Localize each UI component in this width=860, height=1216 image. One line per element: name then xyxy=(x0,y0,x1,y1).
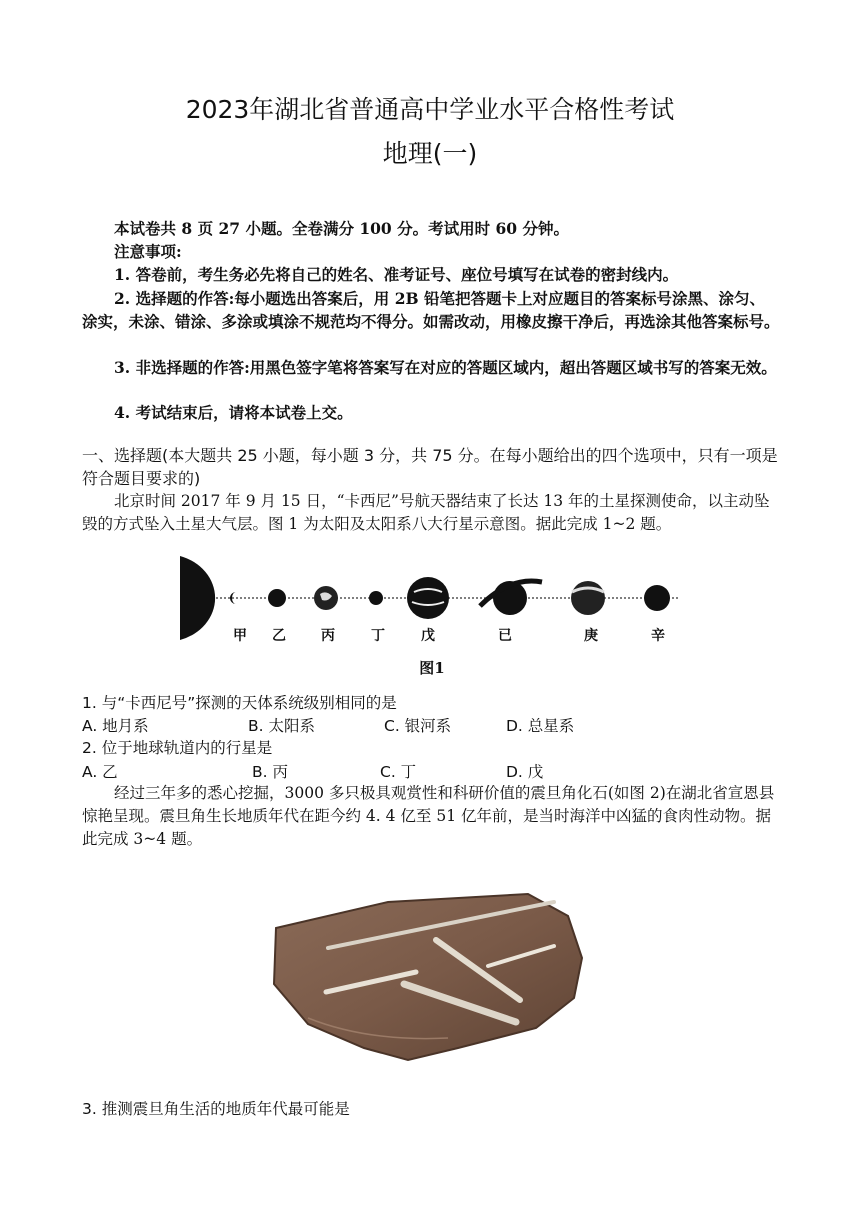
label-jia: 甲 xyxy=(233,628,247,644)
planet-geng xyxy=(571,581,605,615)
label-bing: 丙 xyxy=(321,628,335,644)
q2-stem: 2. 位于地球轨道内的行星是 xyxy=(82,739,273,757)
note-4: 4. 考试结束后，请将本试卷上交。 xyxy=(114,403,353,422)
planet-yi xyxy=(268,589,286,607)
exam-subtitle: 地理(一) xyxy=(382,139,478,168)
notes-heading: 注意事项: xyxy=(114,242,182,261)
planet-wu xyxy=(407,577,449,619)
q1-stem: 1. 与“卡西尼号”探测的天体系统级别相同的是 xyxy=(82,694,397,712)
note-2: 2. 选择题的作答:每小题选出答案后，用 2B 铅笔把答题卡上对应题目的答案标号涂黑、涂匀、涂实，未涂、错涂、多涂或填涂不规范均不得分。如需改动，用橡皮擦干净后，再选涂其他答案标号。 xyxy=(82,289,780,331)
q2-option-c[interactable]: C. 丁 xyxy=(380,763,417,781)
passage-2: 经过三年多的悉心挖掘，3000 多只极具观赏性和科研价值的震旦角化石(如图 2)在湖北省宣恩县惊艳呈现。震旦角生长地质年代在距今约 4. 4 亿至 51 亿年前，是当时海洋中凶猛的食肉性动物。据此完成 3~4 题。 xyxy=(82,784,775,848)
q2-option-b[interactable]: B. 丙 xyxy=(252,763,288,781)
label-yi: 乙 xyxy=(272,628,286,644)
label-yi2: 已 xyxy=(498,628,512,644)
figure1-caption: 图1 xyxy=(419,659,445,677)
label-wu: 戊 xyxy=(421,628,435,644)
label-xin: 辛 xyxy=(651,628,665,644)
solar-system-figure xyxy=(170,548,690,678)
sun-shape xyxy=(180,556,215,640)
q2-option-a[interactable]: A. 乙 xyxy=(82,763,118,781)
note-3: 3. 非选择题的作答:用黑色签字笔将答案写在对应的答题区域内，超出答题区域书写的答案无效。 xyxy=(114,358,777,377)
q1-options xyxy=(82,714,782,736)
intro-text: 本试卷共 8 页 27 小题。全卷满分 100 分。考试用时 60 分钟。 xyxy=(114,219,569,238)
q2-option-d[interactable]: D. 戊 xyxy=(506,763,544,781)
label-geng: 庚 xyxy=(584,628,598,644)
passage-1: 北京时间 2017 年 9 月 15 日，“卡西尼”号航天器结束了长达 13 年的土星探测使命，以主动坠毁的方式坠入土星大气层。图 1 为太阳及太阳系八大行星示意图。据此完成 1~2 题。 xyxy=(82,492,770,533)
q2-options xyxy=(82,760,782,782)
planet-ding xyxy=(369,591,383,605)
note-1: 1. 答卷前，考生务必先将自己的姓名、准考证号、座位号填写在试卷的密封线内。 xyxy=(114,265,679,284)
section-heading: 一、选择题(本大题共 25 小题，每小题 3 分，共 75 分。在每小题给出的四个选项中，只有一项是符合题目要求的) xyxy=(82,446,778,488)
fossil-stone xyxy=(274,894,582,1060)
q1-option-a[interactable]: A. 地月系 xyxy=(82,717,149,735)
label-ding: 丁 xyxy=(371,628,385,644)
planet-xin xyxy=(644,585,670,611)
exam-title: 2023年湖北省普通高中学业水平合格性考试 xyxy=(185,95,675,124)
q1-option-c[interactable]: C. 银河系 xyxy=(384,717,452,735)
q1-option-b[interactable]: B. 太阳系 xyxy=(248,717,315,735)
fossil-figure xyxy=(268,888,588,1068)
q1-option-d[interactable]: D. 总星系 xyxy=(506,717,575,735)
q3-stem: 3. 推测震旦角生活的地质年代最可能是 xyxy=(82,1100,350,1118)
